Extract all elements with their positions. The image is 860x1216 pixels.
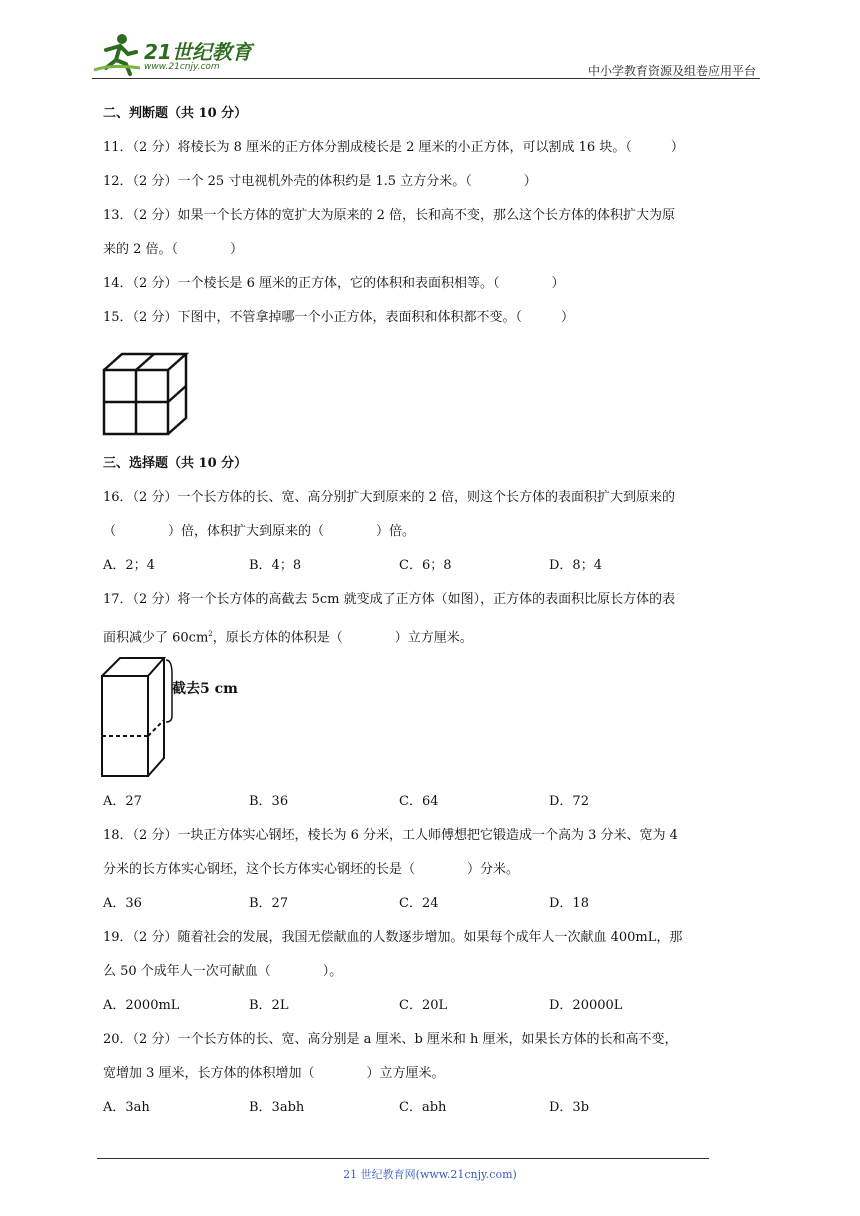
footer-text: 21 世纪教育网(www.21cnjy.com) [343, 1168, 517, 1181]
q16-option-c: C．6；8 [399, 558, 452, 573]
cut-label: 截去5 cm [172, 681, 238, 697]
question-19-line2: 么 50 个成年人一次可献血（ ）。 [103, 964, 343, 979]
question-19-line1: 19．（2 分）随着社会的发展，我国无偿献血的人数逐步增加。如果每个成年人一次献血 400mL，那 [103, 930, 683, 945]
cube-stack-figure [102, 352, 192, 436]
q19-option-c: C．20L [399, 998, 448, 1013]
page-header [92, 30, 760, 80]
section-title-choice: 三、选择题（共 10 分） [103, 456, 248, 471]
q19-option-a: A．2000mL [103, 998, 180, 1013]
cuboid-cut-figure [100, 656, 250, 780]
question-12: 12．（2 分）一个 25 寸电视机外壳的体积约是 1.5 立方分米。（ ） [103, 174, 537, 189]
q17-option-a: A．27 [103, 794, 142, 809]
footer-divider [97, 1158, 709, 1159]
logo-url: www.21cnjy.com [144, 62, 220, 72]
question-17-line1: 17．（2 分）将一个长方体的高截去 5cm 就变成了正方体（如图），正方体的表面积比原长方体的表 [103, 592, 676, 607]
q17-option-c: C．64 [399, 794, 439, 809]
q18-option-b: B．27 [249, 896, 289, 911]
header-divider [92, 78, 760, 79]
q19-option-d: D．20000L [549, 998, 623, 1013]
question-16-line1: 16．（2 分）一个长方体的长、宽、高分别扩大到原来的 2 倍，则这个长方体的表面积扩大到原来的 [103, 490, 675, 505]
question-20-line1: 20．（2 分）一个长方体的长、宽、高分别是 a 厘米、b 厘米和 h 厘米，如果长方体的长和高不变， [103, 1032, 678, 1047]
q17-option-b: B．36 [249, 794, 289, 809]
q18-option-a: A．36 [103, 896, 142, 911]
q16-option-b: B．4；8 [249, 558, 302, 573]
question-13-line2: 来的 2 倍。（ ） [103, 242, 244, 257]
question-11: 11．（2 分）将棱长为 8 厘米的正方体分割成棱长是 2 厘米的小正方体，可以割成 16 块。（ ） [103, 140, 684, 155]
question-18-line2: 分米的长方体实心钢坯，这个长方体实心钢坯的长是（ ）分米。 [103, 862, 520, 877]
q20-option-d: D．3b [549, 1100, 590, 1115]
question-13-line1: 13．（2 分）如果一个长方体的宽扩大为原来的 2 倍，长和高不变，那么这个长方体的体积扩大为原 [103, 208, 675, 223]
q18-option-d: D．18 [549, 896, 589, 911]
q19-option-b: B．2L [249, 998, 289, 1013]
runner-logo-icon [92, 30, 142, 78]
question-14: 14．（2 分）一个棱长是 6 厘米的正方体，它的体积和表面积相等。（ ） [103, 276, 565, 291]
question-16-line2: （ ）倍，体积扩大到原来的（ ）倍。 [103, 524, 416, 539]
question-17-line2: 面积减少了 $60cm^2$，原长方体的体积是（ ）立方厘米。 [103, 630, 473, 646]
logo [92, 30, 262, 78]
logo-text: 21世纪教育 [144, 40, 252, 64]
question-15: 15．（2 分）下图中，不管拿掉哪一个小正方体，表面积和体积都不变。（ ） [103, 310, 574, 325]
q18-option-c: C．24 [399, 896, 439, 911]
q16-option-d: D．8；4 [549, 558, 602, 573]
q20-option-c: C．abh [399, 1100, 447, 1115]
question-18-line1: 18．（2 分）一块正方体实心钢坯，棱长为 6 分米，工人师傅想把它锻造成一个高为 3 分米、宽为 4 [103, 828, 678, 843]
section-title-judgement: 二、判断题（共 10 分） [103, 106, 248, 121]
platform-name: 中小学教育资源及组卷应用平台 [587, 64, 756, 78]
question-20-line2: 宽增加 3 厘米，长方体的体积增加（ ）立方厘米。 [103, 1066, 445, 1081]
q17-option-d: D．72 [549, 794, 589, 809]
q16-option-a: A．2；4 [103, 558, 155, 573]
q20-option-b: B．3abh [249, 1100, 305, 1115]
q20-option-a: A．3ah [103, 1100, 150, 1115]
